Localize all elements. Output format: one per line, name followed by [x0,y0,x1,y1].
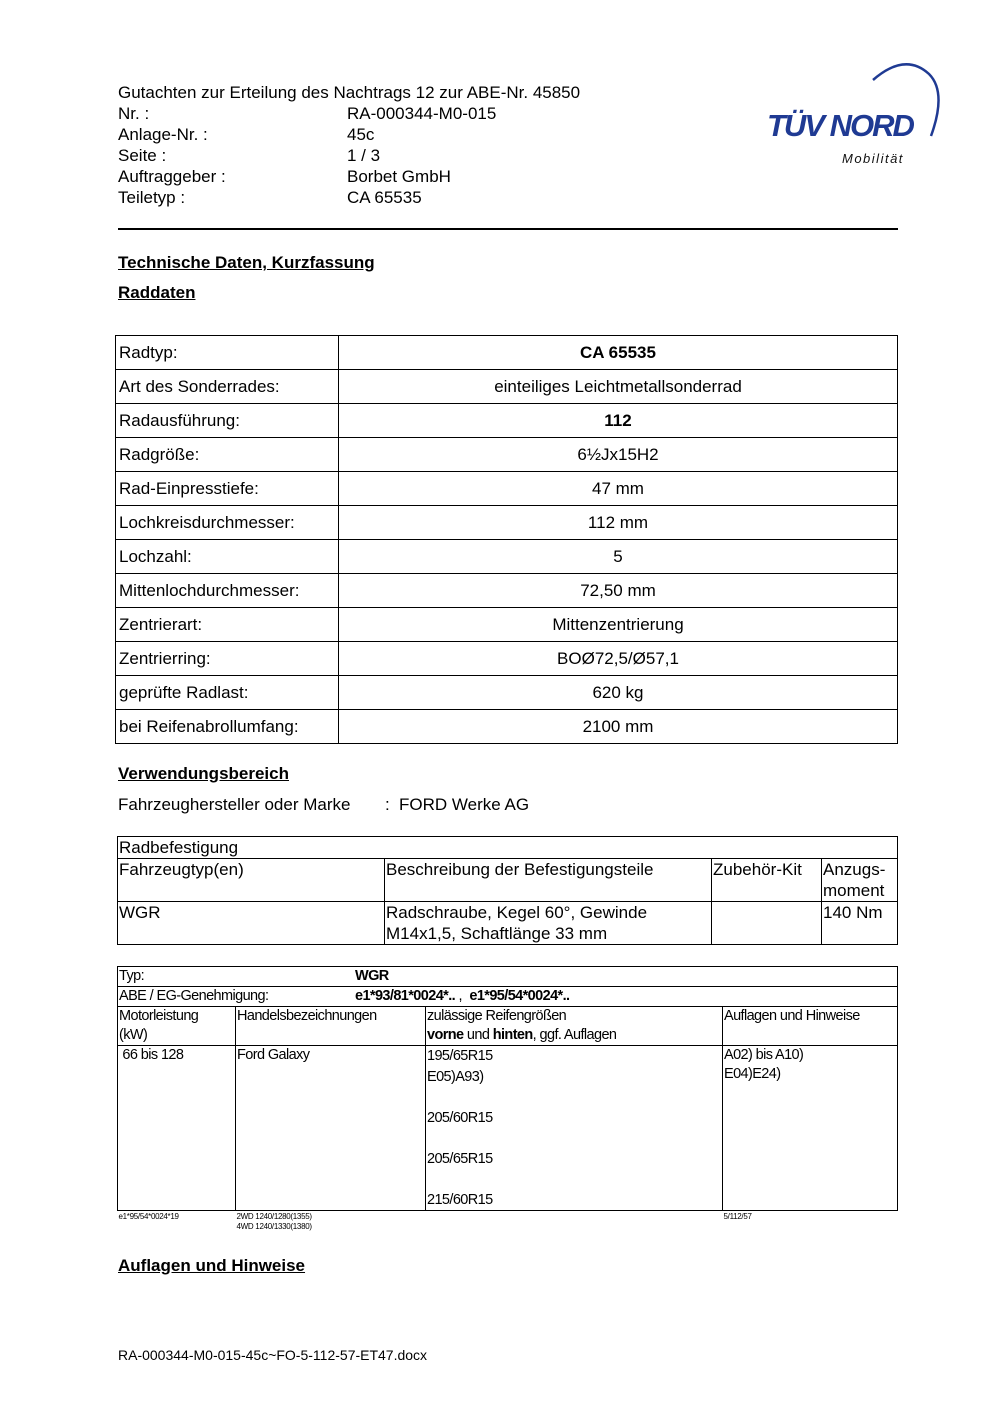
raddaten-label: bei Reifenabrollumfang: [116,710,339,744]
raddaten-label: Radtyp: [116,336,339,370]
abe-separator: , [458,988,462,1004]
raddaten-value: 6½Jx15H2 [339,438,898,472]
reifen-header-line1: zulässige Reifengrößen [427,1008,567,1024]
raddaten-value: einteiliges Leichtmetallsonderrad [339,370,898,404]
typ-table [117,966,898,1232]
col-motorleistung: Motorleistung (kW) [118,1007,236,1046]
col-zubehoer: Zubehör-Kit [712,859,822,902]
header-row-label: Nr. : [118,104,150,123]
header-divider [118,228,898,230]
raddaten-value: 2100 mm [339,710,898,744]
col-auflagen: Auflagen und Hinweise [723,1007,898,1046]
beschreibung-value: Radschraube, Kegel 60°, Gewinde M14x1,5, Schaftlänge 33 mm [385,902,712,945]
raddaten-label: Zentrierring: [116,642,339,676]
manufacturer-value: FORD Werke AG [399,795,530,814]
reifen-value: 195/65R15 E05)A93) 205/60R15 205/65R15 215/60R15 [426,1046,723,1211]
raddaten-row [116,370,898,404]
col-beschreibung: Beschreibung der Befestigungsteile [385,859,712,902]
header-row [118,187,580,208]
header-row [118,103,580,124]
logo-subtitle: Mobilität [842,151,904,166]
auflagen-value: A02) bis A10) E04)E24) [723,1046,898,1211]
raddaten-row [116,336,898,370]
raddaten-row [116,540,898,574]
raddaten-row [116,404,898,438]
raddaten-row [116,676,898,710]
raddaten-label: Lochzahl: [116,540,339,574]
raddaten-label: Lochkreisdurchmesser: [116,506,339,540]
raddaten-value: 112 [339,404,898,438]
raddaten-row [116,710,898,744]
zubehoer-value [712,902,822,945]
raddaten-row [116,472,898,506]
raddaten-row [116,574,898,608]
reifen-header-hinten: hinten [492,1027,533,1043]
header-row-value: 45c [347,125,375,144]
raddaten-label: Mittenlochdurchmesser: [116,574,339,608]
raddaten-value: 5 [339,540,898,574]
motor-value: 66 bis 128 [118,1046,236,1211]
auflagen-heading: Auflagen und Hinweise [118,1256,306,1275]
typ-label: Typ: [119,968,144,984]
document-header [118,82,580,208]
col-fahrzeugtyp: Fahrzeugtyp(en) [118,859,385,902]
anzugsmoment-value: 140 Nm [822,902,898,945]
header-row-value: 1 / 3 [347,146,381,165]
note-weights: 2WD 1240/1280(1355) 4WD 1240/1330(1380) [236,1212,312,1231]
raddaten-value: Mittenzentrierung [339,608,898,642]
raddaten-value: 112 mm [339,506,898,540]
section-subheading: Raddaten [118,283,196,302]
header-row [118,124,580,145]
reifen-header-und: und [463,1027,493,1043]
reifen-header-rest: , ggf. Auflagen [532,1027,617,1043]
header-row-value: CA 65535 [347,188,422,207]
header-row-label: Auftraggeber : [118,167,226,186]
note-code: 5/112/57 [723,1212,752,1221]
col-handelsbezeichnungen: Handelsbezeichnungen [236,1007,426,1046]
raddaten-label: geprüfte Radlast: [116,676,339,710]
raddaten-value: BOØ72,5/Ø57,1 [339,642,898,676]
manufacturer-row [118,795,529,815]
raddaten-label: Radgröße: [116,438,339,472]
col-anzugsmoment: Anzugs- moment [822,859,898,902]
raddaten-label: Art des Sonderrades: [116,370,339,404]
logo-wordmark: TÜV NORD [767,108,913,143]
typ-value: WGR [355,968,389,984]
handel-value: Ford Galaxy [236,1046,426,1211]
abe-value-1: e1*93/81*0024*.. [355,988,456,1004]
header-row-label: Seite : [118,146,167,165]
footer-filename: RA-000344-M0-015-45c~FO-5-112-57-ET47.docx [118,1347,428,1363]
abe-label: ABE / EG-Genehmigung: [119,988,269,1004]
col-reifengroessen [426,1007,723,1046]
raddaten-label: Zentrierart: [116,608,339,642]
header-row-label: Anlage-Nr. : [118,125,208,144]
abe-value-2: e1*95/54*0024*.. [469,988,570,1004]
header-row [118,166,580,187]
raddaten-value: 72,50 mm [339,574,898,608]
raddaten-row [116,642,898,676]
header-row-value: Borbet GmbH [347,167,451,186]
manufacturer-sep: : [385,795,390,814]
raddaten-label: Radausführung: [116,404,339,438]
raddaten-value: CA 65535 [339,336,898,370]
header-row-value: RA-000344-M0-015 [347,104,497,123]
fahrzeugtyp-value: WGR [118,902,385,945]
verwendung-heading: Verwendungsbereich [118,764,289,783]
manufacturer-label: Fahrzeughersteller oder Marke [118,795,351,814]
section-heading: Technische Daten, Kurzfassung [118,253,375,272]
tuv-nord-logo [765,58,941,170]
reifen-header-vorne: vorne [427,1027,464,1043]
radbefestigung-title: Radbefestigung [118,837,898,859]
raddaten-row [116,438,898,472]
raddaten-label: Rad-Einpresstiefe: [116,472,339,506]
document-title: Gutachten zur Erteilung des Nachtrags 12 zur ABE-Nr. 45850 [118,83,581,102]
raddaten-value: 620 kg [339,676,898,710]
header-row-label: Teiletyp : [118,188,186,207]
header-row [118,145,580,166]
raddaten-value: 47 mm [339,472,898,506]
raddaten-table [115,335,898,744]
raddaten-row [116,506,898,540]
radbefestigung-table [117,836,898,945]
note-approval: e1*95/54*0024*19 [118,1212,179,1221]
raddaten-row [116,608,898,642]
